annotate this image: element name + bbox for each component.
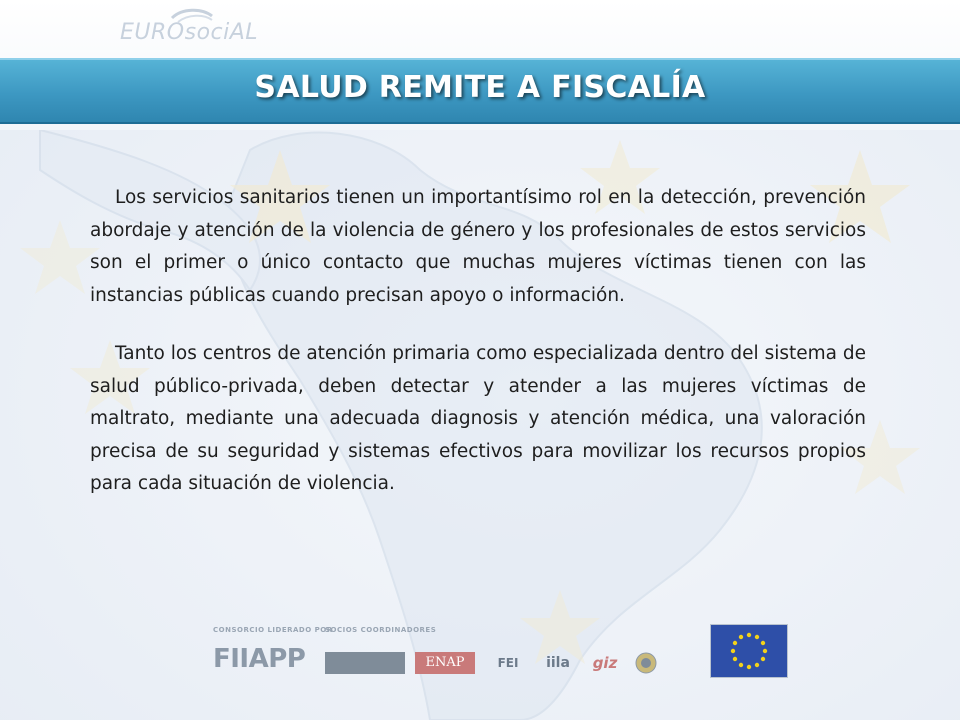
iila-logo: iila: [546, 655, 570, 671]
footer-logos: [205, 622, 795, 692]
consortium-label: CONSORCIO LIDERADO POR: [213, 626, 333, 634]
paragraph-2: Tanto los centros de atención primaria como especializada dentro del sistema de salud público-privada, deben detectar y atender a las mujeres víctimas de maltrato, mediante una adecuada diagnosis y atención médica, una valoración precisa de su seguridad y sistemas efectivos para movilizar los recursos propios para cada situación de violencia.: [90, 343, 866, 494]
partners-label: SOCIOS COORDINADORES: [325, 626, 437, 634]
eu-stars-icon: [711, 625, 787, 677]
partner-seal-icon: [635, 652, 657, 674]
giz-logo: giz: [592, 654, 618, 672]
star-decoration: [20, 220, 100, 294]
eu-flag: [710, 624, 788, 678]
slide-title: SALUD REMITE A FISCALÍA: [254, 70, 706, 105]
body-text: [90, 182, 866, 527]
paragraph-1: Los servicios sanitarios tienen un importantísimo rol en la detección, prevención abordaje y atención de la violencia de género y los profesionales de estos servicios son el primer o único contacto que muchas mujeres víctimas tienen con las instancias públicas cuando precisan apoyo o información.: [90, 187, 866, 306]
partner-logo-box: [325, 652, 405, 674]
enap-logo: ENAP: [415, 652, 475, 674]
eurosocial-logo-text: EUROsociAL: [120, 20, 259, 45]
fei-logo: FEI: [497, 656, 519, 670]
fiiapp-logo: FIIAPP: [213, 644, 306, 674]
